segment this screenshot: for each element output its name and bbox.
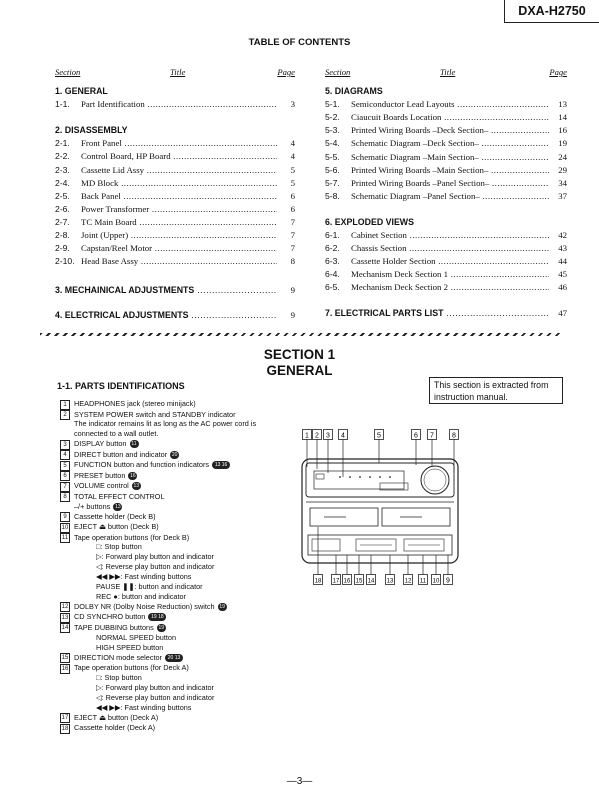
part-line: VOLUME control (74, 481, 129, 491)
part-item (60, 471, 290, 482)
part-item (60, 533, 290, 602)
callout-label: 10 (432, 578, 440, 585)
toc-left-header (55, 66, 295, 79)
model-number: DXA-H2750 (504, 0, 599, 23)
toc-group-name: EXPLODED VIEWS (334, 216, 414, 227)
part-line: DISPLAY button (74, 439, 127, 449)
part-line: Cassette holder (Deck B) (74, 511, 156, 521)
part-item (60, 492, 290, 512)
toc-entry-title: Part Identification ..... (81, 98, 277, 111)
toc-entry-title: Schematic Diagram –Deck Section– ..... (351, 137, 549, 150)
toc-entry-number: 5-6. (325, 164, 340, 175)
toc-group-heading (55, 124, 295, 137)
toc-entry-number: 2-10. (55, 256, 75, 267)
toc-entry-number: 2-4. (55, 177, 70, 188)
page-ref-badge: 13 (115, 503, 121, 510)
part-text (74, 533, 214, 602)
part-text (74, 450, 179, 461)
toc-group-heading (55, 85, 295, 98)
part-number-box: 4 (60, 450, 70, 460)
toc-entry-title: Schematic Diagram –Main Section– ..... (351, 151, 549, 164)
callout-label: 11 (419, 578, 427, 585)
part-item (60, 481, 290, 492)
toc-entry-page: 13 (558, 99, 567, 110)
part-number-box: 5 (60, 461, 70, 471)
toc-entry-page: 43 (558, 243, 567, 254)
toc-entry-number: 2-2. (55, 151, 70, 162)
part-line-with-ref (74, 450, 179, 460)
part-line-with-ref (74, 471, 137, 481)
toc-entry (325, 268, 567, 281)
toc-entry-title: Joint (Upper) ..... (81, 229, 277, 242)
part-number-box: 12 (61, 604, 69, 611)
toc-right-column (325, 66, 567, 320)
toc-single-page: 9 (290, 285, 295, 296)
toc-group-heading (325, 85, 567, 98)
top-callouts (303, 430, 459, 440)
callout-label: 5 (377, 432, 381, 440)
toc-single-title: 3. MECHAINICAL ADJUSTMENTS ..... (55, 284, 277, 297)
callout-label: 12 (404, 578, 412, 585)
toc-entry-page: 16 (558, 125, 567, 136)
toc-entry (325, 281, 567, 294)
page-ref-badge: 16 (130, 472, 136, 479)
page-ref-badge: 20 13 (165, 654, 183, 662)
part-line: Tape operation buttons (for Deck B) (74, 532, 190, 542)
toc-entry-page: 37 (558, 190, 567, 201)
toc-entry-number: 6-5. (325, 282, 340, 293)
callout-label: 4 (341, 432, 345, 440)
part-line: TAPE DUBBING buttons (74, 622, 154, 632)
part-number-box: 17 (61, 715, 69, 722)
callout-label: 3 (326, 432, 330, 440)
callout-label: 9 (446, 577, 450, 585)
part-line: The indicator remains lit as long as the AC power cord is connected to a wall outlet. (74, 419, 257, 439)
toc-entry (325, 164, 567, 177)
part-item (60, 410, 290, 440)
part-sub-line: ▷: Forward play button and indicator (96, 682, 214, 692)
part-line-with-ref (74, 602, 227, 612)
part-line: CD SYNCHRO button (74, 612, 146, 622)
toc-entry-title: Printed Wiring Boards –Deck Section– ..... (351, 124, 549, 137)
part-line-with-ref (74, 460, 230, 470)
part-sub-line: ◁: Reverse play button and indicator (96, 562, 215, 572)
part-line: EJECT ⏏ button (Deck A) (74, 712, 159, 722)
toc-entry-number: 5-7. (325, 177, 340, 188)
toc-entry-page: 7 (290, 216, 295, 227)
toc-entry-number: 6-3. (325, 256, 340, 267)
toc-entry (55, 255, 295, 268)
part-sub-line: NORMAL SPEED button (96, 632, 177, 642)
toc-entry-title: MD Block ..... (81, 177, 277, 190)
part-text (74, 713, 158, 724)
part-text (74, 410, 290, 440)
part-sub-line: HIGH SPEED button (96, 642, 164, 652)
page-number: —3— (286, 776, 313, 787)
toc-entry (325, 229, 567, 242)
toc-entry-page: 8 (290, 256, 295, 267)
toc-group-number: 2. (55, 125, 63, 136)
part-text (74, 663, 214, 713)
toc-entry-title: Semiconductor Lead Layouts ..... (351, 98, 549, 111)
part-sub-line: PAUSE ❚❚: button and indicator (96, 582, 203, 592)
part-line: –/+ buttons (74, 501, 111, 511)
toc-entry-page: 4 (290, 151, 295, 162)
toc-entry-page: 45 (558, 269, 567, 280)
toc-left-column (55, 66, 295, 323)
part-line-with-ref (74, 481, 141, 491)
part-number-box: 8 (60, 492, 70, 502)
part-text (74, 512, 156, 523)
toc-entry-number: 5-2. (325, 112, 340, 123)
callout-label: 6 (414, 432, 418, 440)
header-title: Title (170, 67, 186, 77)
toc-entry-page: 42 (558, 230, 567, 241)
toc-entry (55, 229, 295, 242)
part-line-with-ref (74, 653, 183, 663)
section-heading (0, 347, 599, 379)
toc-entry-page: 44 (558, 256, 567, 267)
callout-label: 14 (367, 578, 375, 585)
toc-entry-number: 1-1. (55, 99, 70, 110)
toc-entry-title: TC Main Board ..... (81, 216, 277, 229)
toc-entry-number: 5-5. (325, 151, 340, 162)
toc-single-entry (55, 284, 295, 297)
part-item (60, 713, 290, 724)
part-item (60, 460, 290, 471)
toc-title: TABLE OF CONTENTS (248, 37, 351, 48)
header-section: Section (55, 67, 81, 77)
part-line: PRESET button (74, 470, 126, 480)
toc-entry-title: Ciaucuit Boards Location ..... (351, 111, 549, 124)
callout-label: 1 (305, 432, 309, 440)
toc-entry-number: 6-1. (325, 230, 340, 241)
part-text (74, 723, 155, 734)
part-number-box: 14 (61, 625, 69, 632)
toc-entry-page: 5 (290, 164, 295, 175)
part-number-box: 11 (61, 535, 69, 542)
section-number: SECTION 1 (263, 347, 336, 362)
toc-entry (325, 177, 567, 190)
page-ref-badge: 19 (158, 624, 165, 631)
part-text (74, 522, 159, 533)
toc-entry (325, 124, 567, 137)
callout-label: 16 (343, 578, 351, 585)
page-ref-badge: 13 16 (212, 461, 230, 469)
toc-entry (325, 98, 567, 111)
toc-entry-title: Head Base Assy ..... (81, 255, 277, 268)
part-number-box: 16 (61, 665, 69, 672)
toc-entry-number: 2-5. (55, 190, 70, 201)
toc-entry (325, 137, 567, 150)
toc-entry (55, 203, 295, 216)
part-line: DOLBY NR (Dolby Noise Reduction) switch (74, 601, 215, 611)
toc-entry-page: 14 (558, 112, 567, 123)
part-number-box: 10 (61, 524, 69, 531)
part-line: DIRECTION mode selector (74, 652, 162, 662)
toc-entry-page: 46 (558, 282, 567, 293)
header-page-right: Page (549, 67, 567, 77)
toc-entry-title: Capstan/Reel Motor ..... (81, 242, 277, 255)
toc-entry-number: 2-7. (55, 216, 70, 227)
part-item (60, 602, 290, 613)
part-text (74, 602, 227, 613)
part-item (60, 612, 290, 623)
toc-entry-number: 2-6. (55, 203, 70, 214)
part-text (74, 439, 139, 450)
toc-entry-number: 6-2. (325, 243, 340, 254)
page-ref-badge: 13 (133, 483, 140, 490)
toc-right-header (325, 66, 567, 79)
toc-entry-title: Chassis Section ..... (351, 242, 549, 255)
toc-single-entry (55, 309, 295, 322)
toc-entry (325, 151, 567, 164)
toc-entry-page: 24 (558, 151, 567, 162)
toc-single-entry (325, 307, 567, 320)
toc-entry (325, 190, 567, 203)
toc-entry-number: 6-4. (325, 269, 340, 280)
toc-entry-page: 7 (290, 230, 295, 241)
toc-entry-number: 2-9. (55, 243, 70, 254)
toc-entry-page: 4 (290, 138, 295, 149)
toc-entry (55, 98, 295, 111)
part-sub-line: ▷: Forward play button and indicator (96, 552, 214, 562)
toc-entry-title: Power Transformer ..... (81, 203, 277, 216)
toc-entry-number: 5-3. (325, 125, 340, 136)
part-sub-line: ◀◀ ▶▶: Fast winding buttons (96, 572, 192, 582)
toc-group-name: DIAGRAMS (334, 86, 383, 97)
header-section-right: Section (325, 67, 351, 77)
part-sub-line: □: Stop button (96, 673, 142, 682)
callout-label: 8 (452, 432, 456, 440)
callout-label: 15 (355, 578, 363, 585)
toc-single-page: 9 (290, 310, 295, 321)
page-ref-badge: 19 18 (148, 613, 166, 621)
page-ref-badge: 19 (219, 603, 225, 610)
part-item (60, 653, 290, 664)
toc-entry (55, 164, 295, 177)
toc-entry (55, 190, 295, 203)
page-ref-badge: 11 (131, 441, 137, 448)
part-item (60, 439, 290, 450)
part-item (60, 522, 290, 533)
part-number-box: 7 (60, 482, 70, 492)
part-item (60, 512, 290, 523)
part-line: HEADPHONES jack (stereo minijack) (74, 399, 196, 408)
part-number-box: 13 (61, 614, 69, 621)
toc-entry-page: 6 (290, 203, 295, 214)
part-line: Tape operation buttons (for Deck A) (74, 663, 189, 673)
callout-label: 7 (430, 432, 434, 440)
part-line-with-ref (74, 502, 165, 512)
toc-entry-title: Cassette Holder Section ..... (351, 255, 549, 268)
toc-entry-page: 5 (290, 177, 295, 188)
page-ref-badge: 20 (171, 451, 178, 458)
toc-group-number: 5. (325, 86, 333, 97)
toc-single-title: 7. ELECTRICAL PARTS LIST ..... (325, 307, 549, 320)
toc-entry-title: Mechanism Deck Section 1 ..... (351, 268, 549, 281)
part-text (74, 612, 166, 623)
toc-entry-number: 5-1. (325, 99, 340, 110)
parts-list (60, 399, 290, 734)
part-sub-line: ◁: Reverse play button and indicator (96, 692, 215, 702)
toc-left-single (55, 284, 295, 322)
toc-entry-number: 5-4. (325, 138, 340, 149)
toc-single-page: 47 (558, 307, 567, 318)
toc-entry-page: 3 (290, 99, 295, 110)
part-sub-line: REC ●: button and indicator (96, 591, 186, 601)
toc-entry-page: 6 (290, 190, 295, 201)
part-line: SYSTEM POWER switch and STANDBY indicator (74, 409, 236, 419)
toc-entry-title: Mechanism Deck Section 2 ..... (351, 281, 549, 294)
toc-entry-page: 19 (558, 138, 567, 149)
part-number-box: 2 (60, 410, 70, 420)
toc-entry-page: 7 (290, 243, 295, 254)
part-text (74, 481, 141, 492)
bottom-callouts (314, 575, 453, 585)
part-item (60, 399, 290, 410)
parts-title: 1-1. PARTS IDENTIFICATIONS (57, 381, 185, 391)
toc-entry (325, 255, 567, 268)
toc-entry-title: Printed Wiring Boards –Panel Section– ..... (351, 177, 549, 190)
toc-entry-page: 34 (558, 177, 567, 188)
part-text (74, 460, 230, 471)
part-line-with-ref (74, 612, 166, 622)
toc-entry (55, 150, 295, 163)
toc-right-single (325, 307, 567, 320)
toc-group-number: 6. (325, 216, 333, 227)
toc-entry-title: Front Panel ..... (81, 137, 277, 150)
part-sub-line: □: Stop button (96, 542, 142, 552)
toc-entry-title: Cabinet Section ..... (351, 229, 549, 242)
part-line: DIRECT button and indicator (74, 449, 168, 459)
part-line-with-ref (74, 439, 139, 449)
part-item (60, 663, 290, 713)
toc-entry-number: 2-3. (55, 164, 70, 175)
toc-entry (325, 111, 567, 124)
toc-group-heading (325, 216, 567, 229)
callout-label: 17 (332, 578, 340, 585)
part-line: Cassette holder (Deck A) (74, 723, 156, 733)
toc-entry-number: 2-8. (55, 230, 70, 241)
toc-entry-page: 29 (558, 164, 567, 175)
toc-entry-number: 5-8. (325, 190, 340, 201)
toc-single-title: 4. ELECTRICAL ADJUSTMENTS ..... (55, 309, 277, 322)
front-panel-diagram (296, 427, 466, 592)
callout-label: 13 (386, 578, 394, 585)
part-item (60, 450, 290, 461)
header-page: Page (277, 67, 295, 77)
part-line: FUNCTION button and function indicators (74, 460, 210, 470)
toc-entry (55, 216, 295, 229)
part-number-box: 9 (60, 512, 70, 522)
part-text (74, 623, 176, 653)
divider-line (40, 333, 562, 336)
part-text (74, 399, 196, 410)
part-line-with-ref (74, 623, 176, 633)
toc-entry-title: Printed Wiring Boards –Main Section– ..... (351, 164, 549, 177)
toc-entry-title: Schematic Diagram –Panel Section– ..... (351, 190, 549, 203)
part-sub-line: ◀◀ ▶▶: Fast winding buttons (96, 702, 192, 712)
part-number-box: 18 (61, 725, 69, 732)
toc-entry-title: Control Board, HP Board ..... (81, 150, 277, 163)
part-text (74, 653, 183, 664)
part-line: EJECT ⏏ button (Deck B) (74, 522, 159, 532)
part-item (60, 623, 290, 653)
toc-group-name: GENERAL (64, 86, 108, 97)
part-number-box: 15 (61, 655, 69, 662)
part-number-box: 3 (60, 440, 70, 450)
callout-label: 18 (314, 578, 322, 585)
toc-group-number: 1. (55, 86, 63, 97)
part-text (74, 492, 165, 512)
part-text (74, 471, 137, 482)
part-number-box: 1 (60, 400, 70, 410)
toc-entry-number: 2-1. (55, 138, 70, 149)
toc-right-groups (325, 85, 567, 294)
toc-entry (55, 242, 295, 255)
toc-left-groups (55, 85, 295, 268)
extract-note: This section is extracted from instruction manual. (429, 377, 563, 404)
toc-entry-title: Back Panel ..... (81, 190, 277, 203)
toc-entry (55, 137, 295, 150)
toc-group-name: DISASSEMBLY (64, 125, 128, 136)
callout-label: 2 (315, 432, 319, 440)
part-line: TOTAL EFFECT CONTROL (74, 491, 165, 501)
header-title-right: Title (440, 67, 456, 77)
part-number-box: 6 (60, 471, 70, 481)
section-name: GENERAL (266, 363, 333, 378)
part-item (60, 723, 290, 734)
toc-entry (325, 242, 567, 255)
toc-entry (55, 177, 295, 190)
toc-entry-title: Cassette Lid Assy ..... (81, 164, 277, 177)
